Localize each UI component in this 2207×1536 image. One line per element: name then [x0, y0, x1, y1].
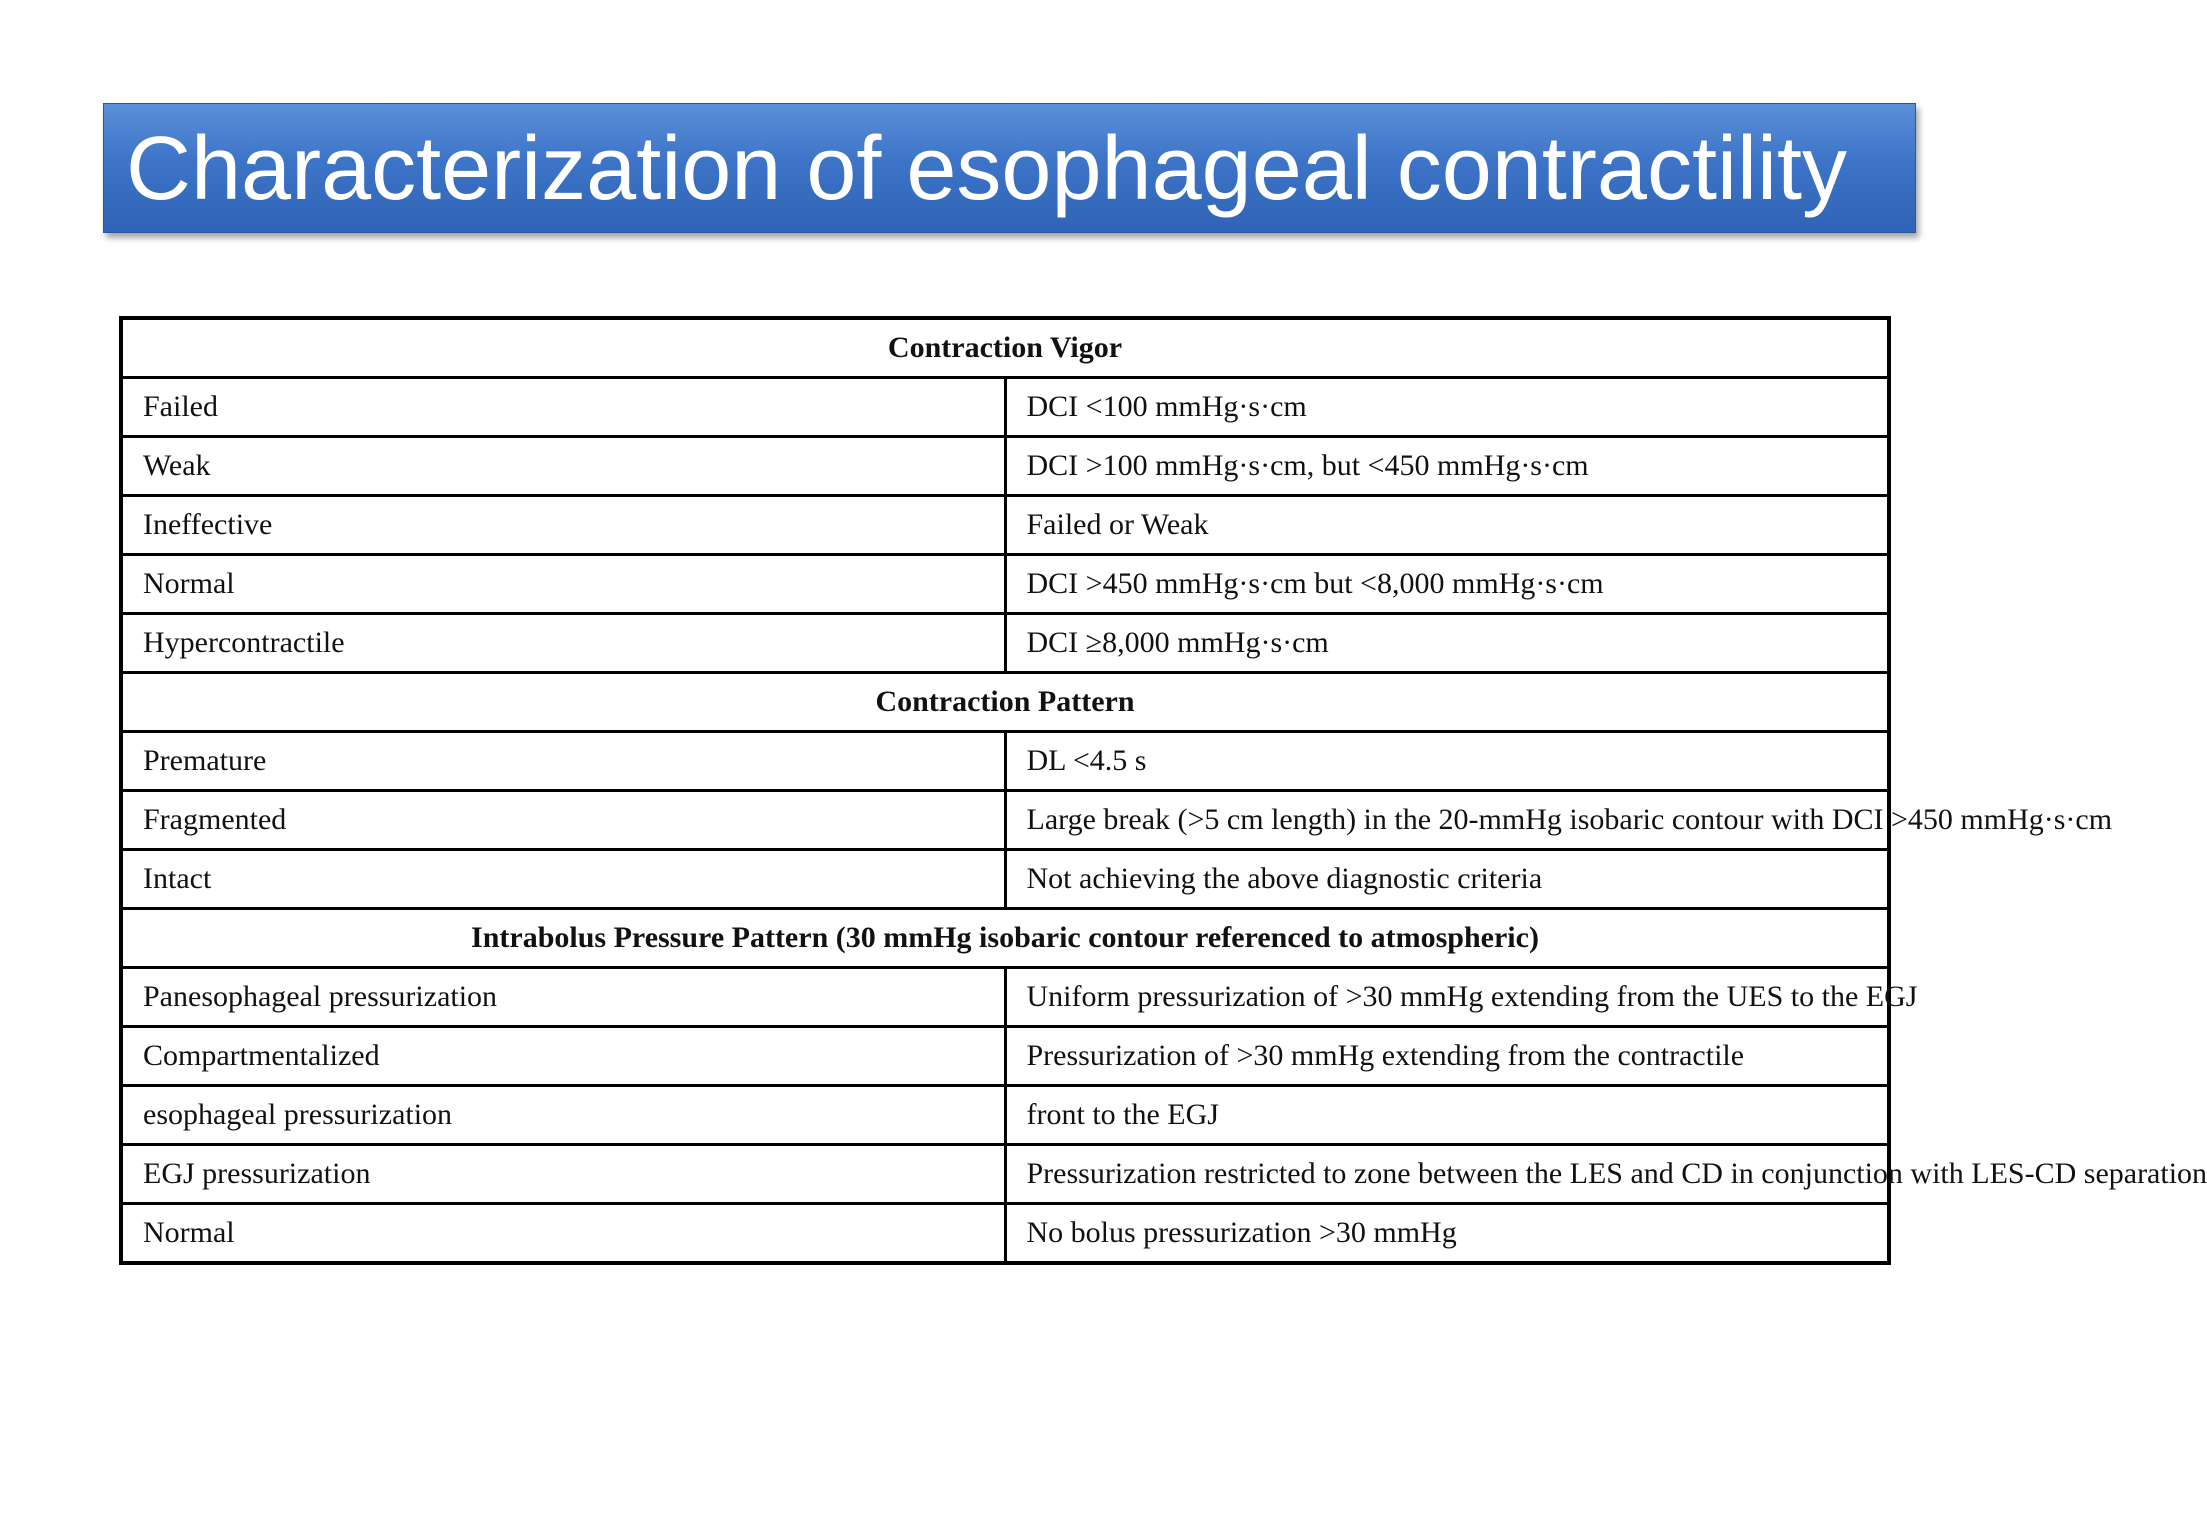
table-row [121, 850, 1889, 909]
definition-cell: No bolus pressurization >30 mmHg [1005, 1204, 1889, 1264]
term-cell: Normal [121, 1204, 1005, 1264]
section-header-row [121, 318, 1889, 378]
term-cell: Weak [121, 437, 1005, 496]
term-cell: Ineffective [121, 496, 1005, 555]
table-row [121, 791, 1889, 850]
slide-title: Characterization of esophageal contractility [126, 119, 1847, 219]
term-cell: Compartmentalized [121, 1027, 1005, 1086]
term-cell: Premature [121, 732, 1005, 791]
section-heading: Contraction Pattern [121, 673, 1889, 732]
section-heading: Intrabolus Pressure Pattern (30 mmHg isobaric contour referenced to atmospheric) [121, 909, 1889, 968]
definition-cell: DCI >450 mmHg·s·cm but <8,000 mmHg·s·cm [1005, 555, 1889, 614]
term-cell: Normal [121, 555, 1005, 614]
table-row [121, 968, 1889, 1027]
criteria-table-container [119, 316, 2207, 1265]
definition-cell: DCI ≥8,000 mmHg·s·cm [1005, 614, 1889, 673]
section-header-row [121, 909, 1889, 968]
criteria-table [119, 316, 2207, 1265]
table-row [121, 1086, 1889, 1145]
definition-cell: Not achieving the above diagnostic criteria [1005, 850, 1889, 909]
table-row [121, 496, 1889, 555]
term-cell: Intact [121, 850, 1005, 909]
definition-cell: Uniform pressurization of >30 mmHg extending from the UES to the EGJ [1005, 968, 1889, 1027]
definition-cell: DCI <100 mmHg·s·cm [1005, 378, 1889, 437]
title-banner [103, 103, 1916, 233]
definition-cell: Failed or Weak [1005, 496, 1889, 555]
term-cell: EGJ pressurization [121, 1145, 1005, 1204]
definition-cell: DL <4.5 s [1005, 732, 1889, 791]
table-row [121, 437, 1889, 496]
term-cell: Failed [121, 378, 1005, 437]
table-row [121, 614, 1889, 673]
table-row [121, 1204, 1889, 1264]
table-row [121, 378, 1889, 437]
table-row [121, 555, 1889, 614]
section-heading: Contraction Vigor [121, 318, 1889, 378]
definition-cell: Pressurization of >30 mmHg extending from the contractile [1005, 1027, 1889, 1086]
definition-cell: Pressurization restricted to zone between the LES and CD in conjunction with LES-CD separation [1005, 1145, 1889, 1204]
table-row [121, 1145, 1889, 1204]
term-cell: Panesophageal pressurization [121, 968, 1005, 1027]
table-row [121, 1027, 1889, 1086]
term-cell: Fragmented [121, 791, 1005, 850]
table-row [121, 732, 1889, 791]
section-header-row [121, 673, 1889, 732]
definition-cell: DCI >100 mmHg·s·cm, but <450 mmHg·s·cm [1005, 437, 1889, 496]
definition-cell: Large break (>5 cm length) in the 20-mmHg isobaric contour with DCI >450 mmHg·s·cm [1005, 791, 1889, 850]
term-cell: Hypercontractile [121, 614, 1005, 673]
term-cell: esophageal pressurization [121, 1086, 1005, 1145]
definition-cell: front to the EGJ [1005, 1086, 1889, 1145]
